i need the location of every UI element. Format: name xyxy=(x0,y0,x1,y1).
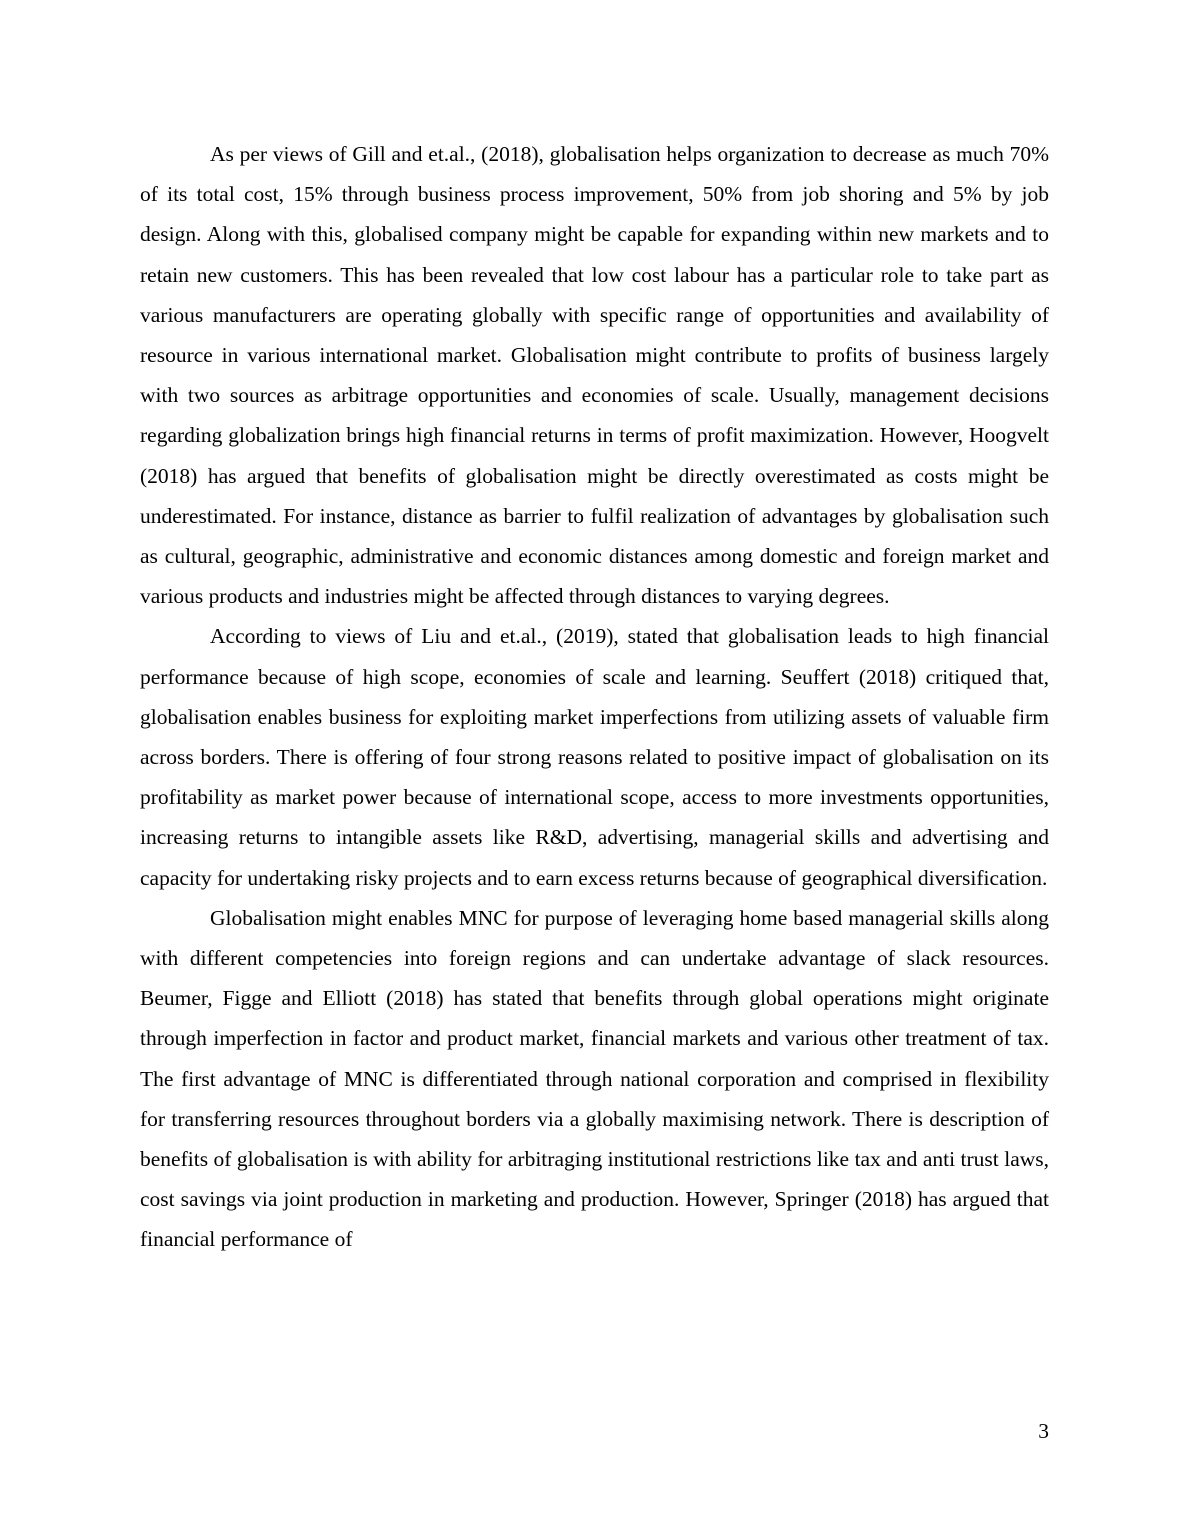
paragraph-2: According to views of Liu and et.al., (2019), stated that globalisation leads to high financial performance because of high scope, economies of scale and learning. Seuffert (2018) critiqued that, globalisation enables business for exploiting market imperfections from utilizing assets of valuable firm across borders. There is offering of four strong reasons related to positive impact of globalisation on its profitability as market power because of international scope, access to more investments opportunities, increasing returns to intangible assets like R&D, advertising, managerial skills and advertising and capacity for undertaking risky projects and to earn excess returns because of geographical diversification. xyxy=(140,624,1049,890)
page-number: 3 xyxy=(1038,1419,1049,1443)
body-text xyxy=(140,134,1049,1260)
paragraph-3: Globalisation might enables MNC for purpose of leveraging home based managerial skills along with different competencies into foreign regions and can undertake advantage of slack resources. Beumer, Figge and Elliott (2018) has stated that benefits through global operations might originate through imperfection in factor and product market, financial markets and various other treatment of tax. The first advantage of MNC is differentiated through national corporation and comprised in flexibility for transferring resources throughout borders via a globally maximising network. There is description of benefits of globalisation is with ability for arbitraging institutional restrictions like tax and anti trust laws, cost savings via joint production in marketing and production. However, Springer (2018) has argued that financial performance of xyxy=(140,905,1049,1252)
paragraph-1: As per views of Gill and et.al., (2018), globalisation helps organization to decrease as much 70% of its total cost, 15% through business process improvement, 50% from job shoring and 5% by job design. Along with this, globalised company might be capable for expanding within new markets and to retain new customers. This has been revealed that low cost labour has a particular role to take part as various manufacturers are operating globally with specific range of opportunities and availability of resource in various international market. Globalisation might contribute to profits of business largely with two sources as arbitrage opportunities and economies of scale. Usually, management decisions regarding globalization brings high financial returns in terms of profit maximization. However, Hoogvelt (2018) has argued that benefits of globalisation might be directly overestimated as costs might be underestimated. For instance, distance as barrier to fulfil realization of advantages by globalisation such as cultural, geographic, administrative and economic distances among domestic and foreign market and various products and industries might be affected through distances to varying degrees. xyxy=(140,142,1049,609)
